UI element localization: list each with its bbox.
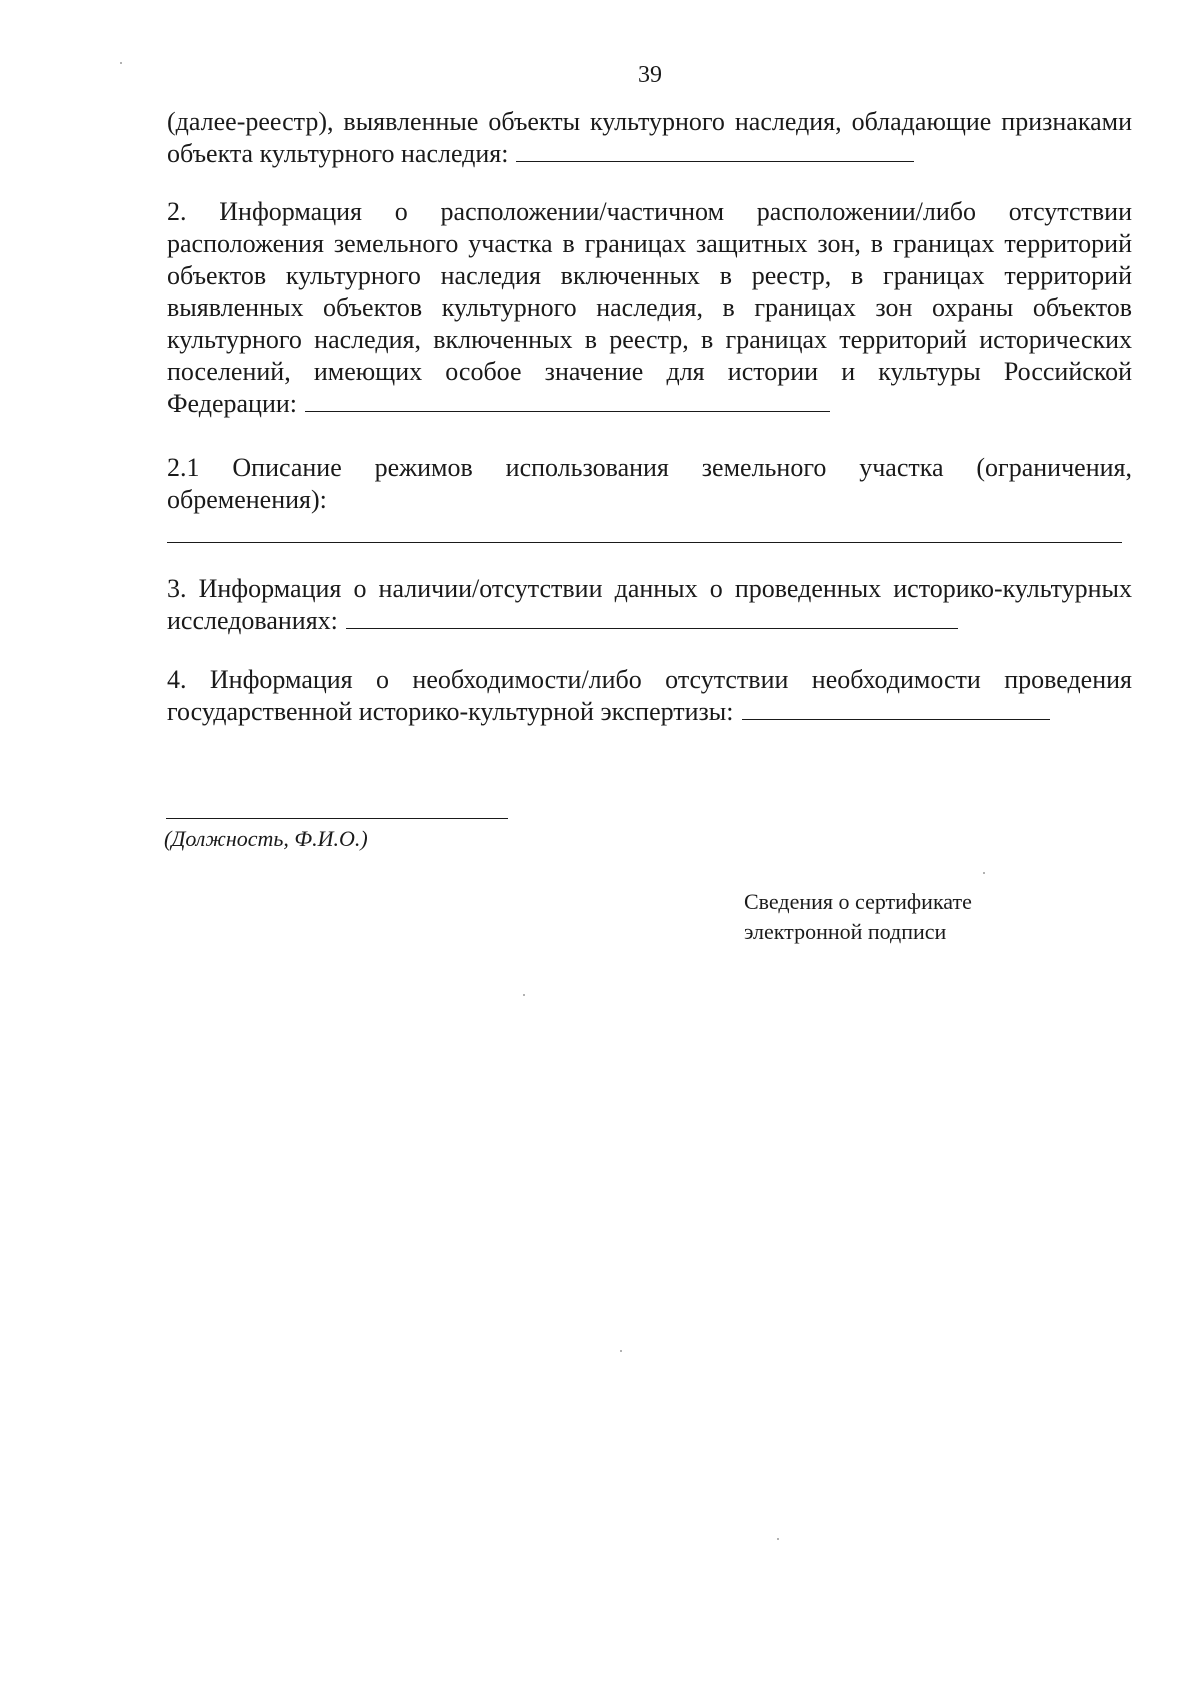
scan-speck — [620, 1350, 622, 1352]
paragraph-3-text: 3. Информация о наличии/отсутствии данных о проведенных историко-культурных исследованиях: — [167, 574, 1132, 635]
fill-in-blank-2[interactable] — [305, 389, 830, 412]
scan-speck — [983, 872, 985, 874]
paragraph-3-research — [167, 573, 1132, 637]
paragraph-2-1-text: 2.1 Описание режимов использования земельного участка (ограничения, обременения): — [167, 453, 1132, 514]
paragraph-registry — [167, 106, 1132, 170]
fill-in-blank-4[interactable] — [742, 697, 1050, 720]
paragraph-2-location — [167, 196, 1132, 420]
paragraph-registry-text: (далее-реестр), выявленные объекты культурного наследия, обладающие признаками объекта культурного наследия: — [167, 107, 1132, 168]
scan-speck — [777, 1538, 779, 1540]
certificate-line-1: Сведения о сертификате — [744, 889, 972, 914]
certificate-info — [744, 887, 972, 947]
paragraph-2-1-regimes — [167, 452, 1132, 543]
paragraph-4-expertise — [167, 664, 1132, 728]
fill-in-blank-3[interactable] — [346, 606, 958, 629]
certificate-line-2: электронной подписи — [744, 919, 947, 944]
fill-in-blank-1[interactable] — [516, 139, 914, 162]
fill-in-blank-2-1[interactable] — [167, 542, 1122, 543]
scan-speck — [523, 994, 525, 996]
scan-speck — [120, 62, 122, 64]
paragraph-2-text: 2. Информация о расположении/частичном расположении/либо отсутствии расположения земельного участка в границах защитных зон, в границах территорий объектов культурного наследия включенных в реестр, в границах территорий выявленных объектов культурного наследия, в границах зон охраны объектов культурного наследия, включенных в реестр, в границах территорий исторических поселений, имеющих особое значение для истории и культуры Российской Федерации: — [167, 197, 1132, 418]
paragraph-4-text: 4. Информация о необходимости/либо отсутствии необходимости проведения государственной историко-культурной экспертизы: — [167, 665, 1132, 726]
signature-caption: (Должность, Ф.И.О.) — [164, 826, 368, 851]
page-number: 39 — [638, 62, 662, 88]
signature-line[interactable] — [166, 818, 508, 819]
